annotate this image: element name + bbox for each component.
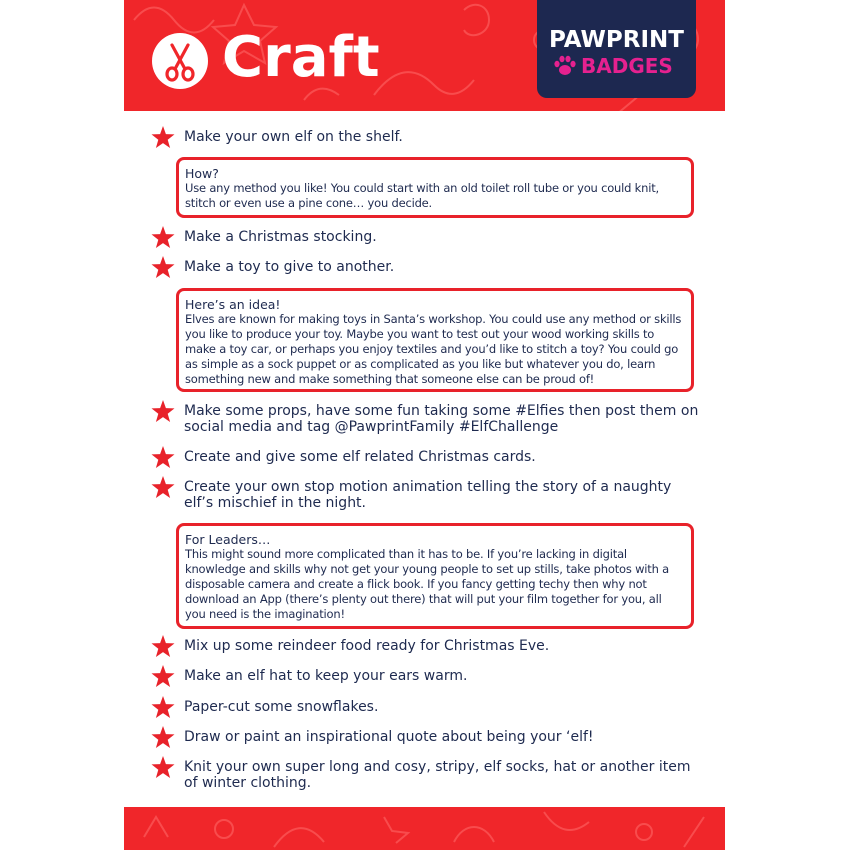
logo-text-pawprint: PAWPRINT bbox=[549, 27, 684, 53]
star-bullet-icon bbox=[151, 635, 175, 658]
box-body: This might sound more complicated than it has to be. If you’re lacking in digital knowledge and skills why not get your young people to set up stills, take photos with a disposable camera and create a flick book. If you fancy getting techy then why not download an App (there’s plenty out there) that will put your film together for you, all you need is the imagination! bbox=[185, 547, 669, 621]
pawprint-badges-logo bbox=[537, 0, 696, 98]
star-bullet-icon bbox=[151, 476, 175, 499]
box-body: Elves are known for making toys in Santa’s workshop. You could use any method or skills you like to produce your toy. Maybe you want to test out your wood working skills to make a toy car, or perhaps you enjoy textiles and you’d like to stitch a toy? You could go as simple as a sock puppet or as complicated as you like but whatever you do, learn something new and make something that someone else can be proud of! bbox=[185, 312, 682, 386]
item-text: Make some props, have some fun taking some #Elfies then post them on social media and tag @PawprintFamily #ElfChallenge bbox=[184, 403, 699, 435]
logo-text-badges: BADGES bbox=[581, 54, 673, 78]
info-box-idea bbox=[176, 288, 694, 392]
footer-banner bbox=[124, 807, 725, 850]
festive-doodle-pattern bbox=[124, 807, 725, 850]
star-bullet-icon bbox=[151, 665, 175, 688]
info-box-leaders bbox=[176, 523, 694, 629]
star-bullet-icon bbox=[151, 400, 175, 423]
scissors-icon bbox=[152, 33, 208, 89]
star-bullet-icon bbox=[151, 756, 175, 779]
header-banner bbox=[124, 0, 725, 111]
item-text: Make a toy to give to another. bbox=[184, 259, 395, 275]
box-body: Use any method you like! You could start with an old toilet roll tube or you could knit, stitch or even use a pine cone… you decide. bbox=[185, 181, 659, 210]
box-title: For Leaders… bbox=[185, 532, 271, 547]
item-text: Make your own elf on the shelf. bbox=[184, 129, 403, 145]
item-text: Make an elf hat to keep your ears warm. bbox=[184, 668, 468, 684]
item-text: Create your own stop motion animation telling the story of a naughty elf’s mischief in the night. bbox=[184, 479, 672, 511]
star-bullet-icon bbox=[151, 726, 175, 749]
paw-icon bbox=[553, 55, 577, 77]
box-title: How? bbox=[185, 166, 219, 181]
item-text: Make a Christmas stocking. bbox=[184, 229, 377, 245]
item-text: Draw or paint an inspirational quote about being your ‘elf! bbox=[184, 729, 594, 745]
star-bullet-icon bbox=[151, 696, 175, 719]
worksheet-page bbox=[124, 0, 725, 850]
item-text: Paper-cut some snowflakes. bbox=[184, 699, 379, 715]
star-bullet-icon bbox=[151, 226, 175, 249]
item-text: Create and give some elf related Christmas cards. bbox=[184, 449, 536, 465]
box-title: Here’s an idea! bbox=[185, 297, 281, 312]
star-bullet-icon bbox=[151, 126, 175, 149]
info-box-how bbox=[176, 157, 694, 218]
item-text: Mix up some reindeer food ready for Christmas Eve. bbox=[184, 638, 550, 654]
item-text: Knit your own super long and cosy, stripy, elf socks, hat or another item of winter clothing. bbox=[184, 759, 691, 791]
star-bullet-icon bbox=[151, 446, 175, 469]
star-bullet-icon bbox=[151, 256, 175, 279]
page-title: Craft bbox=[222, 25, 380, 90]
